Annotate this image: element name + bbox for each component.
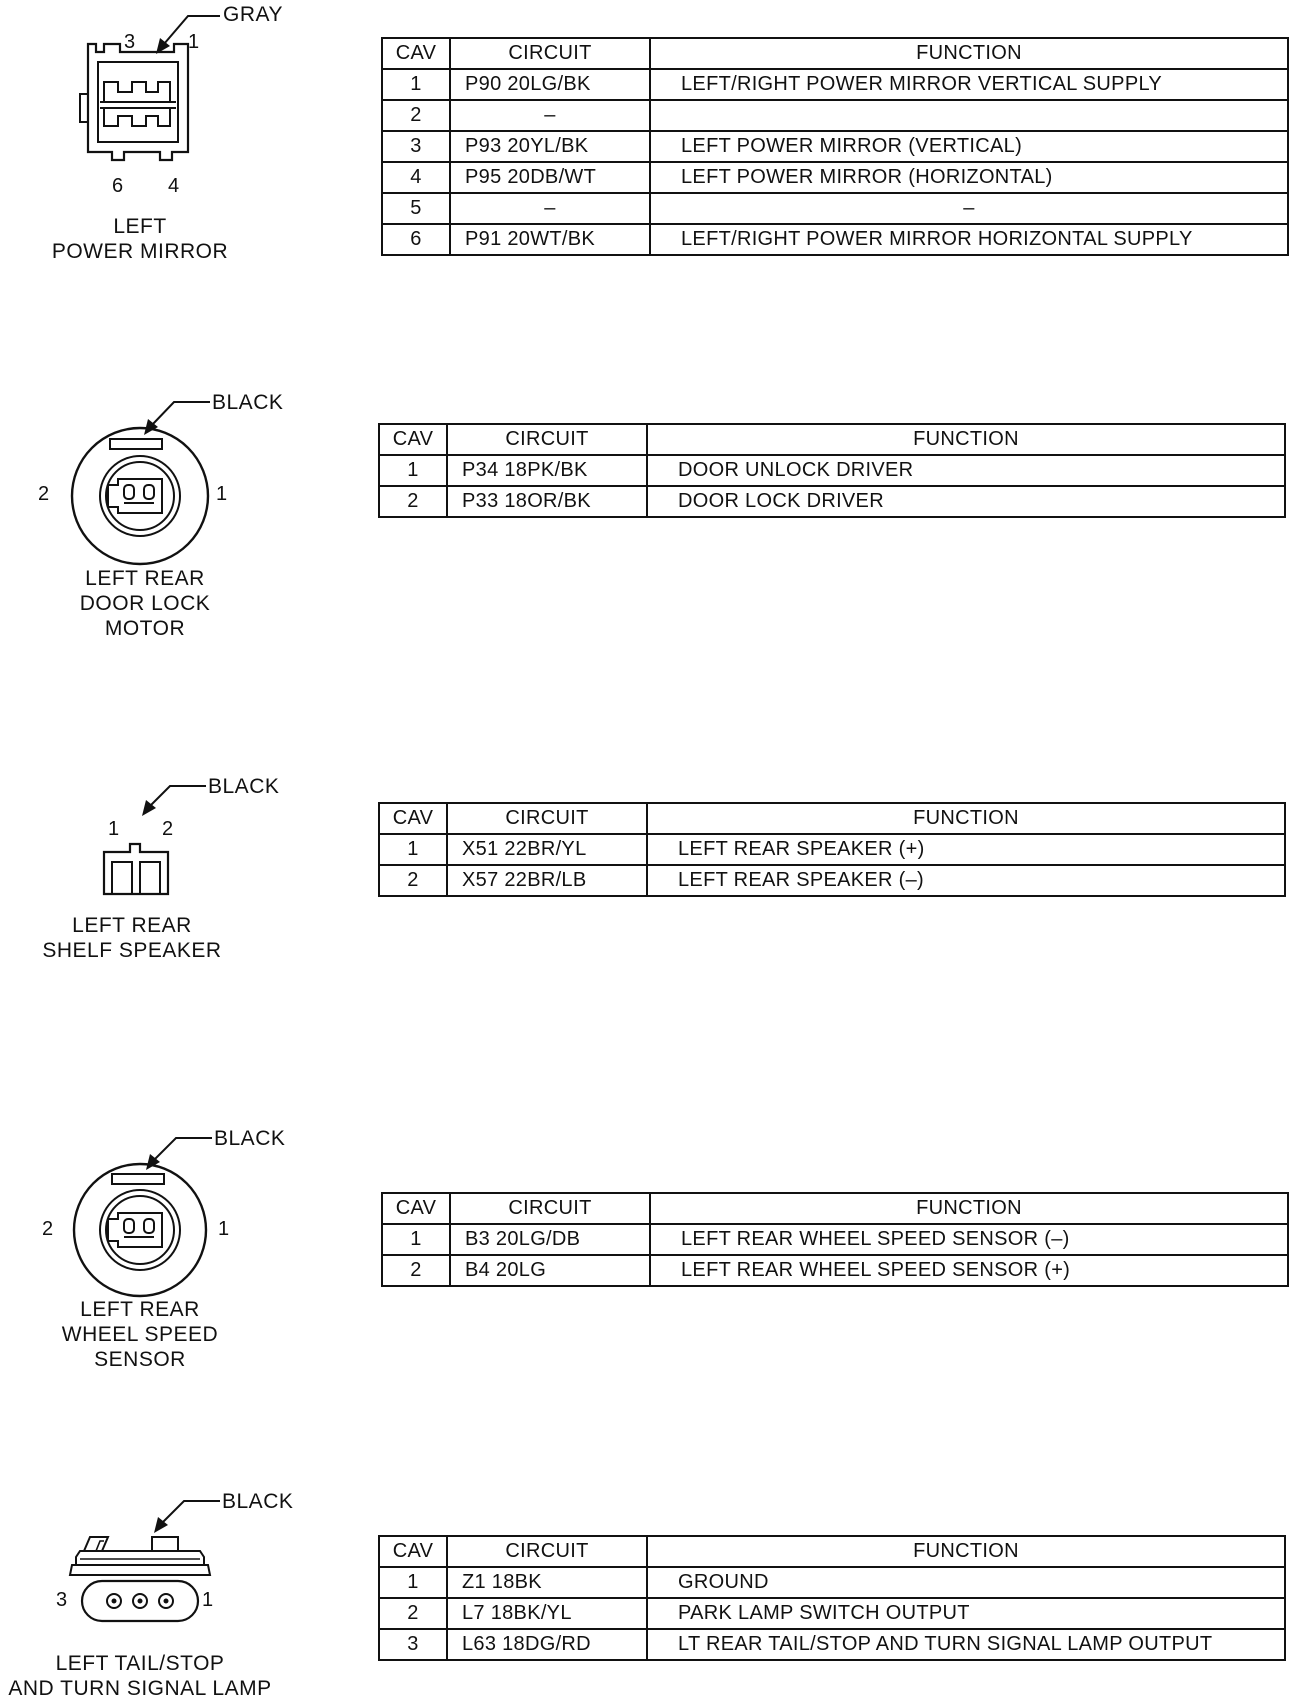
connector-section-left-tail-stop-turn-signal-lamp [0, 1485, 1296, 1704]
pin-number-label: 1 [108, 818, 120, 840]
header-cav: CAV [379, 803, 447, 834]
header-circuit: CIRCUIT [447, 1536, 647, 1567]
header-circuit: CIRCUIT [447, 803, 647, 834]
pin-number-label: 4 [168, 175, 180, 197]
cavity-table [378, 802, 1286, 897]
pin-number-label: 3 [124, 31, 136, 53]
header-function: FUNCTION [650, 1193, 1288, 1224]
cavity-table [381, 37, 1289, 256]
header-cav: CAV [382, 38, 450, 69]
connector-color-label: GRAY [223, 3, 283, 26]
pin-number-label: 2 [42, 1218, 54, 1240]
table-row: 1 Z1 18BK GROUND [379, 1567, 1285, 1598]
connector-color-label: BLACK [212, 391, 284, 414]
table-row: 5 – – [382, 193, 1288, 224]
pin-number-label: 6 [112, 175, 124, 197]
connector-section-left-rear-shelf-speaker [0, 770, 1296, 970]
connector-section-left-rear-door-lock-motor [0, 385, 1296, 645]
header-circuit: CIRCUIT [447, 424, 647, 455]
connector-name: LEFT REAR DOOR LOCK MOTOR [79, 567, 211, 640]
header-circuit: CIRCUIT [450, 38, 650, 69]
cavity-table [378, 1535, 1286, 1661]
table-row: 3 P93 20YL/BK LEFT POWER MIRROR (VERTICAL) [382, 131, 1288, 162]
table-row: 2 – [382, 100, 1288, 131]
table-row: 1 B3 20LG/DB LEFT REAR WHEEL SPEED SENSOR (–) [382, 1224, 1288, 1255]
header-cav: CAV [379, 424, 447, 455]
connector-color-label: BLACK [214, 1127, 286, 1150]
table-row: 1 X51 22BR/YL LEFT REAR SPEAKER (+) [379, 834, 1285, 865]
table-row: 2 L7 18BK/YL PARK LAMP SWITCH OUTPUT [379, 1598, 1285, 1629]
header-function: FUNCTION [647, 424, 1285, 455]
cavity-table [381, 1192, 1289, 1287]
table-row: 4 P95 20DB/WT LEFT POWER MIRROR (HORIZONTAL) [382, 162, 1288, 193]
pin-number-label: 1 [188, 31, 200, 53]
table-row: 1 P34 18PK/BK DOOR UNLOCK DRIVER [379, 455, 1285, 486]
cavity-table [378, 423, 1286, 518]
table-row: 2 B4 20LG LEFT REAR WHEEL SPEED SENSOR (+) [382, 1255, 1288, 1286]
table-row: 2 P33 18OR/BK DOOR LOCK DRIVER [379, 486, 1285, 517]
pin-number-label: 2 [38, 483, 50, 505]
connector-name: LEFT REAR SHELF SPEAKER [42, 914, 222, 962]
connector-name: LEFT REAR WHEEL SPEED SENSOR [61, 1298, 219, 1371]
pin-number-label: 3 [56, 1589, 68, 1611]
pin-number-label: 2 [162, 818, 174, 840]
table-row: 6 P91 20WT/BK LEFT/RIGHT POWER MIRROR HORIZONTAL SUPPLY [382, 224, 1288, 255]
header-circuit: CIRCUIT [450, 1193, 650, 1224]
connector-section-left-power-mirror [0, 0, 1296, 300]
table-row: 3 L63 18DG/RD LT REAR TAIL/STOP AND TURN SIGNAL LAMP OUTPUT [379, 1629, 1285, 1660]
connector-name: LEFT POWER MIRROR [51, 215, 229, 263]
pin-number-label: 1 [216, 483, 228, 505]
header-function: FUNCTION [650, 38, 1288, 69]
table-row: 1 P90 20LG/BK LEFT/RIGHT POWER MIRROR VERTICAL SUPPLY [382, 69, 1288, 100]
pin-number-label: 1 [202, 1589, 214, 1611]
header-function: FUNCTION [647, 1536, 1285, 1567]
header-cav: CAV [382, 1193, 450, 1224]
pin-number-label: 1 [218, 1218, 230, 1240]
header-cav: CAV [379, 1536, 447, 1567]
connector-color-label: BLACK [208, 775, 280, 798]
header-function: FUNCTION [647, 803, 1285, 834]
connector-name: LEFT TAIL/STOP AND TURN SIGNAL LAMP [8, 1652, 272, 1700]
table-row: 2 X57 22BR/LB LEFT REAR SPEAKER (–) [379, 865, 1285, 896]
connector-color-label: BLACK [222, 1490, 294, 1513]
connector-section-left-rear-wheel-speed-sensor [0, 1122, 1296, 1392]
